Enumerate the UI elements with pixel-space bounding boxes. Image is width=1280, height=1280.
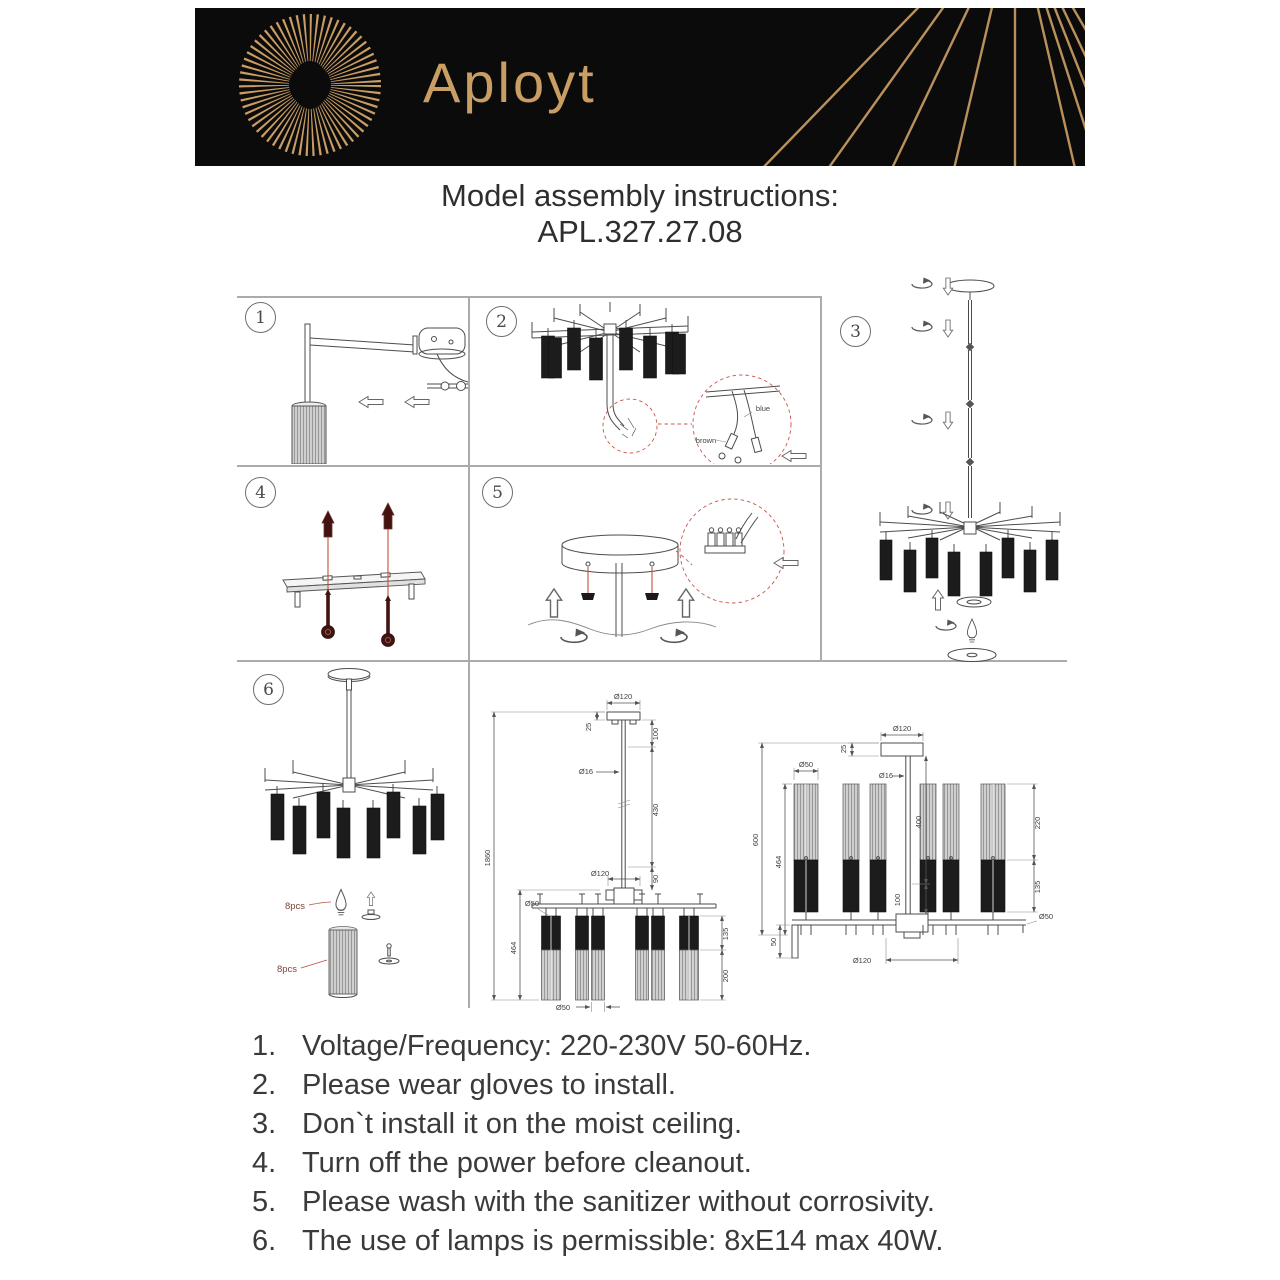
- instruction-number: 5.: [252, 1186, 277, 1218]
- shade-quantity-label: 8pcs: [276, 964, 298, 975]
- left-arrow-icon: [359, 397, 383, 408]
- dim-shade-dia: Ø50: [798, 760, 814, 769]
- step-number: 5: [492, 482, 503, 503]
- instruction-text: Turn off the power before cleanout.: [302, 1147, 752, 1179]
- rotate-arrow-icon: [912, 278, 932, 289]
- step-number-badge: [482, 477, 513, 508]
- step-6-panel: [237, 662, 467, 1008]
- instruction-text: Don`t install it on the moist ceiling.: [302, 1108, 743, 1140]
- wall-anchor-icon: [322, 503, 394, 537]
- instruction-item: [252, 1226, 1082, 1257]
- brand-name: Aployt: [423, 51, 597, 114]
- dim-canopy-height: 25: [584, 722, 593, 732]
- sunburst-logo-icon: [265, 40, 355, 130]
- instructions-list: [252, 1031, 1082, 1265]
- rotate-arrow-icon: [912, 414, 932, 425]
- rotate-arrow-icon: [661, 629, 687, 643]
- dim-shade-upper: 135: [721, 927, 730, 941]
- rotate-arrow-icon: [936, 620, 956, 631]
- down-arrow-icon: [943, 502, 952, 519]
- step-number: 4: [255, 482, 266, 503]
- screw-icon: [322, 589, 395, 647]
- dim-canopy-height: 25: [839, 744, 848, 754]
- instruction-number: 2.: [252, 1069, 277, 1101]
- dim-segment-top: 100: [651, 727, 660, 741]
- wiring-detail-circle: [603, 399, 657, 453]
- banner-art: [195, 8, 1085, 166]
- dim-hub-height: 90: [651, 874, 660, 884]
- step-number: 2: [496, 311, 507, 332]
- rotate-arrow-icon: [912, 321, 932, 332]
- down-arrow-icon: [943, 320, 952, 337]
- step-4-panel: [237, 467, 468, 659]
- instruction-item: [252, 1148, 1082, 1179]
- step-3-panel: [822, 272, 1065, 662]
- dim-rod-length: 400: [914, 815, 923, 829]
- dim-total-height: 1860: [483, 849, 492, 867]
- instruction-number: 6.: [252, 1225, 277, 1257]
- dim-canopy-dia: Ø120: [613, 692, 633, 701]
- step-6-drawing: [237, 662, 467, 1008]
- instruction-number: 3.: [252, 1108, 277, 1140]
- left-arrow-icon: [774, 558, 798, 569]
- step-number-badge: [486, 306, 517, 337]
- instruction-item: [252, 1031, 1082, 1062]
- wiring-zoom-circle: [693, 375, 791, 464]
- up-arrow-icon: [546, 589, 561, 617]
- lamp-shades: [794, 784, 1005, 912]
- bulb-icon: [336, 890, 346, 915]
- instruction-text: Voltage/Frequency: 220-230V 50-60Hz.: [302, 1030, 812, 1062]
- step-1-panel: [237, 298, 468, 464]
- lamp-shades: [542, 916, 699, 1000]
- corner-rays-icon: [755, 8, 1085, 166]
- instruction-text: Please wear gloves to install.: [302, 1069, 676, 1101]
- front-view-drawing: [460, 682, 740, 1012]
- instruction-text: The use of lamps is permissible: 8xE14 max 40W.: [302, 1225, 944, 1257]
- step-number-badge: [245, 477, 276, 508]
- dim-hub-dia: Ø120: [590, 869, 610, 878]
- up-arrow-icon: [678, 589, 693, 617]
- dim-segment-low: 100: [893, 893, 902, 907]
- dimension-drawing-side: [740, 688, 1060, 1010]
- dimension-drawing-front: [460, 682, 740, 1012]
- dim-shade-dia: Ø50: [524, 899, 540, 908]
- dim-segment-mid: 430: [651, 803, 660, 817]
- step-2-panel: [470, 298, 820, 464]
- dim-rod-dia: Ø16: [578, 767, 594, 776]
- instruction-item: [252, 1070, 1082, 1101]
- bulb-quantity-label: 8pcs: [284, 901, 306, 912]
- dim-body-height: 464: [774, 855, 783, 869]
- dim-shade-dia-bottom: Ø50: [555, 1003, 571, 1012]
- dim-body-height: 464: [509, 941, 518, 955]
- up-arrow-icon: [367, 892, 374, 906]
- bulb-icon: [967, 619, 976, 642]
- rotate-arrow-icon: [561, 629, 587, 643]
- lamp-shades: [271, 784, 444, 858]
- step-number-badge: [245, 302, 276, 333]
- model-number: APL.327.27.08: [537, 214, 743, 249]
- step-2-drawing: [470, 298, 820, 464]
- instruction-number: 1.: [252, 1030, 277, 1062]
- step-number-badge: [840, 316, 871, 347]
- dim-shade-lower: 135: [1033, 880, 1042, 894]
- step-number: 6: [263, 679, 274, 700]
- terminal-block: [705, 513, 758, 553]
- instruction-number: 4.: [252, 1147, 277, 1179]
- step-number-badge: [253, 674, 284, 705]
- side-view-drawing: [740, 688, 1060, 1010]
- dim-shade-upper: 220: [1033, 816, 1042, 830]
- step-number: 1: [255, 307, 266, 328]
- dim-arm-drop: 50: [769, 937, 778, 947]
- instruction-text: Please wash with the sanitizer without corrosivity.: [302, 1186, 935, 1218]
- dim-shade-lower: 200: [721, 969, 730, 983]
- dim-ring-dia: Ø120: [852, 956, 872, 965]
- up-arrow-icon: [933, 590, 944, 610]
- down-arrow-icon: [943, 412, 952, 429]
- instruction-item: [252, 1109, 1082, 1140]
- brand-banner: [195, 8, 1085, 166]
- dim-total-height: 600: [751, 833, 760, 847]
- wire-label-brown: brown: [695, 436, 717, 445]
- dim-canopy-dia: Ø120: [892, 724, 912, 733]
- lamp-shades: [880, 530, 1058, 596]
- page-title: Model assembly instructions:: [441, 178, 839, 213]
- left-arrow-icon: [782, 451, 806, 462]
- wire-label-blue: blue: [755, 404, 771, 413]
- step-number: 3: [850, 321, 861, 342]
- dim-rod-dia: Ø16: [878, 771, 894, 780]
- dim-arm-dia: Ø50: [1038, 912, 1054, 921]
- rotate-arrow-icon: [912, 504, 932, 515]
- step-5-drawing: [470, 467, 820, 659]
- left-arrow-icon: [405, 397, 429, 408]
- step-5-panel: [470, 467, 820, 659]
- instruction-item: [252, 1187, 1082, 1218]
